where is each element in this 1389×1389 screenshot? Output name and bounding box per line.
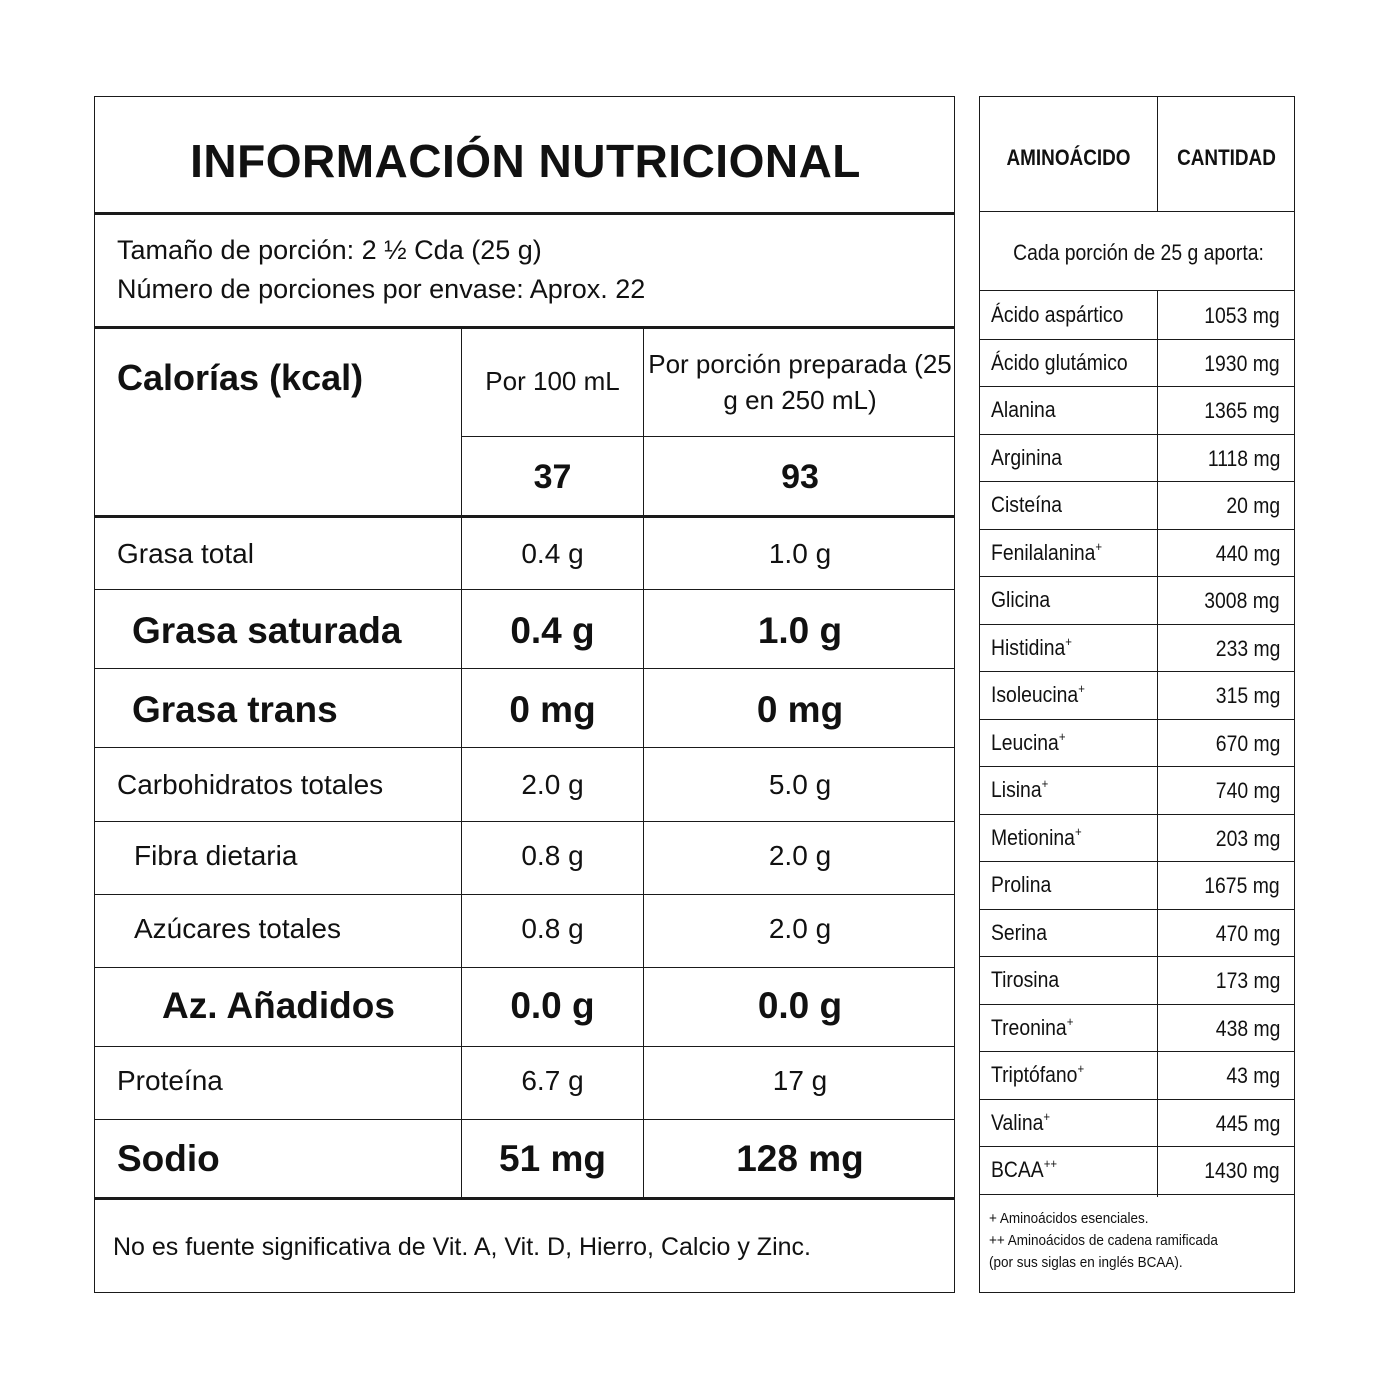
amino-acid-name-text: Ácido glutámico bbox=[991, 349, 1128, 375]
nutrient-label: Az. Añadidos bbox=[162, 985, 395, 1026]
amino-acid-name bbox=[991, 728, 1066, 755]
table-bottom-divider bbox=[980, 1194, 1294, 1195]
nutrient-label: Proteína bbox=[117, 1065, 223, 1096]
essential-marker: + bbox=[1041, 776, 1049, 791]
amino-acid-name bbox=[991, 399, 1056, 421]
amino-acid-amount: 438 mg bbox=[1215, 1015, 1280, 1041]
essential-marker: + bbox=[1058, 728, 1066, 744]
amino-acid-table bbox=[979, 96, 1295, 1293]
amino-acid-name-text: Valina bbox=[991, 1109, 1044, 1135]
row-divider bbox=[980, 1099, 1294, 1100]
nutrient-per-portion: 0 mg bbox=[756, 689, 844, 730]
nutrient-per-100ml: 6.7 g bbox=[521, 1065, 584, 1096]
nutrient-per-portion: 2.0 g bbox=[768, 913, 832, 944]
servings-per-container: Número de porciones por envase: Aprox. 22 bbox=[117, 274, 646, 304]
note-bcaa-cont: (por sus siglas en inglés BCAA). bbox=[989, 1254, 1183, 1271]
row-divider bbox=[980, 814, 1294, 815]
nutrient-per-portion: 128 mg bbox=[736, 1138, 864, 1179]
row-divider bbox=[980, 339, 1294, 340]
amino-acid-amount: 173 mg bbox=[1215, 968, 1280, 993]
amino-acid-name bbox=[991, 969, 1059, 991]
amino-acid-name bbox=[991, 349, 1128, 375]
nutrient-label: Azúcares totales bbox=[134, 913, 341, 944]
essential-marker: + bbox=[1065, 633, 1072, 649]
nutrient-label: Grasa total bbox=[117, 538, 254, 569]
amino-acid-amount: 670 mg bbox=[1215, 730, 1280, 756]
nutrition-facts-table bbox=[94, 96, 955, 1293]
amino-acid-amount: 1430 mg bbox=[1204, 1158, 1280, 1183]
nutrient-label: Grasa trans bbox=[132, 689, 338, 730]
amino-acid-name-text: Metionina bbox=[991, 824, 1075, 850]
essential-marker: + bbox=[1074, 823, 1082, 839]
amino-acid-name-text: Prolina bbox=[991, 872, 1052, 897]
divider bbox=[95, 1046, 954, 1047]
amino-acid-name bbox=[991, 681, 1085, 707]
amino-acid-name bbox=[991, 304, 1123, 326]
amino-acid-name bbox=[991, 1013, 1074, 1040]
amino-acid-name-text: Histidina bbox=[991, 634, 1066, 660]
amino-acid-amount: 445 mg bbox=[1215, 1110, 1280, 1136]
nutrient-label: Grasa saturada bbox=[132, 610, 402, 651]
nutrient-per-portion: 1.0 g bbox=[757, 610, 843, 651]
amino-acid-amount: 43 mg bbox=[1226, 1063, 1280, 1088]
amino-acid-amount: 233 mg bbox=[1215, 635, 1280, 661]
divider bbox=[95, 589, 954, 590]
divider bbox=[95, 1119, 954, 1120]
amino-acid-name-text: Arginina bbox=[991, 444, 1063, 470]
amino-acid-name-text: Alanina bbox=[991, 397, 1056, 422]
divider bbox=[95, 894, 954, 895]
essential-marker: + bbox=[1066, 1013, 1074, 1029]
row-divider bbox=[980, 1004, 1294, 1005]
amino-acid-name-text: Leucina bbox=[991, 729, 1059, 755]
serving-size: Tamaño de porción: 2 ½ Cda (25 g) bbox=[117, 235, 542, 265]
amino-acid-name bbox=[991, 633, 1072, 660]
divider bbox=[95, 1197, 954, 1200]
amino-acid-name bbox=[991, 538, 1103, 565]
amino-acid-amount: 470 mg bbox=[1215, 920, 1280, 946]
divider bbox=[461, 436, 954, 437]
divider bbox=[95, 821, 954, 822]
amino-acid-amount: 1118 mg bbox=[1207, 445, 1280, 471]
amino-acid-amount: 1053 mg bbox=[1204, 303, 1280, 328]
amino-acid-name-text: Treonina bbox=[991, 1014, 1067, 1040]
divider bbox=[95, 967, 954, 968]
nutrient-per-100ml: 0.4 g bbox=[521, 538, 584, 569]
essential-marker: + bbox=[1078, 681, 1085, 696]
nutrient-per-100ml: 0.8 g bbox=[521, 840, 584, 871]
row-divider bbox=[980, 671, 1294, 672]
nutrient-per-100ml: 2.0 g bbox=[521, 769, 584, 800]
amino-acid-name bbox=[991, 1108, 1051, 1135]
portion-intro-text: Cada porción de 25 g aporta: bbox=[1012, 240, 1264, 265]
amino-acid-name-text: Serina bbox=[991, 919, 1047, 945]
amino-acid-amount: 1365 mg bbox=[1204, 398, 1280, 423]
row-divider bbox=[980, 1146, 1294, 1147]
divider bbox=[980, 290, 1294, 291]
calories-per-100ml: 37 bbox=[533, 458, 572, 496]
nutrient-per-portion: 0.0 g bbox=[757, 985, 843, 1026]
row-divider bbox=[980, 386, 1294, 387]
row-divider bbox=[980, 1051, 1294, 1052]
amino-acid-amount: 740 mg bbox=[1215, 778, 1280, 803]
amino-acid-name-text: BCAA bbox=[991, 1157, 1044, 1182]
amino-acid-name-text: Triptófano bbox=[991, 1062, 1078, 1087]
essential-marker: + bbox=[1095, 538, 1103, 554]
amino-acid-amount: 315 mg bbox=[1215, 683, 1280, 708]
amino-acid-name-text: Glicina bbox=[991, 587, 1051, 612]
footer-note: No es fuente significativa de Vit. A, Vit. D, Hierro, Calcio y Zinc. bbox=[113, 1233, 811, 1261]
row-divider bbox=[980, 434, 1294, 435]
nutrient-label: Fibra dietaria bbox=[134, 840, 298, 871]
row-divider bbox=[980, 861, 1294, 862]
row-divider bbox=[980, 956, 1294, 957]
calories-label: Calorías (kcal) bbox=[117, 357, 364, 398]
nutrient-label: Sodio bbox=[117, 1138, 220, 1179]
divider bbox=[95, 515, 954, 518]
essential-marker: ++ bbox=[1043, 1156, 1058, 1171]
row-divider bbox=[980, 719, 1294, 720]
column-divider bbox=[1157, 291, 1158, 1197]
row-divider bbox=[980, 766, 1294, 767]
nutrient-per-100ml: 0.0 g bbox=[510, 985, 595, 1026]
row-divider bbox=[980, 909, 1294, 910]
column-header-amino-acid: AMINOÁCIDO bbox=[1006, 145, 1131, 170]
nutrient-per-100ml: 0.8 g bbox=[521, 913, 584, 944]
amino-acid-name bbox=[991, 1156, 1058, 1182]
amino-acid-name bbox=[991, 776, 1049, 802]
amino-acid-amount: 203 mg bbox=[1215, 825, 1280, 851]
divider bbox=[95, 668, 954, 669]
essential-marker: + bbox=[1043, 1108, 1051, 1124]
amino-acid-name bbox=[991, 874, 1051, 896]
row-divider bbox=[980, 576, 1294, 577]
amino-acid-name bbox=[991, 589, 1050, 611]
amino-acid-amount: 1930 mg bbox=[1204, 350, 1280, 376]
amino-acid-amount: 1675 mg bbox=[1204, 873, 1280, 898]
divider bbox=[980, 211, 1294, 212]
amino-acid-amount: 440 mg bbox=[1215, 540, 1280, 566]
note-bcaa: ++ Aminoácidos de cadena ramificada bbox=[989, 1232, 1218, 1249]
amino-acid-amount: 20 mg bbox=[1226, 493, 1280, 518]
nutrient-per-portion: 1.0 g bbox=[768, 538, 832, 569]
amino-acid-name bbox=[991, 919, 1047, 945]
essential-marker: + bbox=[1077, 1061, 1085, 1076]
amino-acid-name-text: Lisina bbox=[991, 777, 1042, 802]
nutrient-per-100ml: 0 mg bbox=[509, 689, 596, 730]
column-header-per-100ml: Por 100 mL bbox=[485, 366, 620, 396]
panel-title: INFORMACIÓN NUTRICIONAL bbox=[190, 135, 861, 187]
amino-acid-name-text: Fenilalanina bbox=[991, 539, 1096, 565]
amino-acid-name-text: Cisteína bbox=[991, 492, 1063, 517]
amino-acid-amount: 3008 mg bbox=[1204, 588, 1280, 613]
row-divider bbox=[980, 624, 1294, 625]
divider bbox=[95, 326, 954, 329]
divider bbox=[95, 212, 954, 215]
nutrient-label: Carbohidratos totales bbox=[117, 769, 384, 800]
column-header-per-portion: Por porción preparada (25 g en 250 mL) bbox=[648, 349, 952, 415]
calories-per-portion: 93 bbox=[781, 458, 819, 496]
nutrient-per-portion: 2.0 g bbox=[768, 840, 832, 871]
nutrient-per-100ml: 0.4 g bbox=[510, 610, 595, 651]
row-divider bbox=[980, 529, 1294, 530]
divider bbox=[95, 747, 954, 748]
amino-acid-name bbox=[991, 1061, 1085, 1087]
amino-acid-name-text: Isoleucina bbox=[991, 682, 1079, 707]
nutrient-per-portion: 17 g bbox=[772, 1065, 828, 1096]
column-divider bbox=[1157, 97, 1158, 211]
amino-acid-name-text: Tirosina bbox=[991, 967, 1060, 992]
row-divider bbox=[980, 481, 1294, 482]
amino-acid-name bbox=[991, 494, 1062, 516]
amino-acid-name bbox=[991, 823, 1082, 850]
column-header-amount: CANTIDAD bbox=[1177, 145, 1276, 170]
portion-intro bbox=[980, 242, 1296, 264]
note-essential: + Aminoácidos esenciales. bbox=[989, 1210, 1149, 1227]
nutrient-per-portion: 5.0 g bbox=[768, 769, 832, 800]
nutrient-per-100ml: 51 mg bbox=[499, 1138, 606, 1179]
amino-acid-name bbox=[991, 444, 1063, 470]
amino-acid-name-text: Ácido aspártico bbox=[991, 302, 1124, 327]
